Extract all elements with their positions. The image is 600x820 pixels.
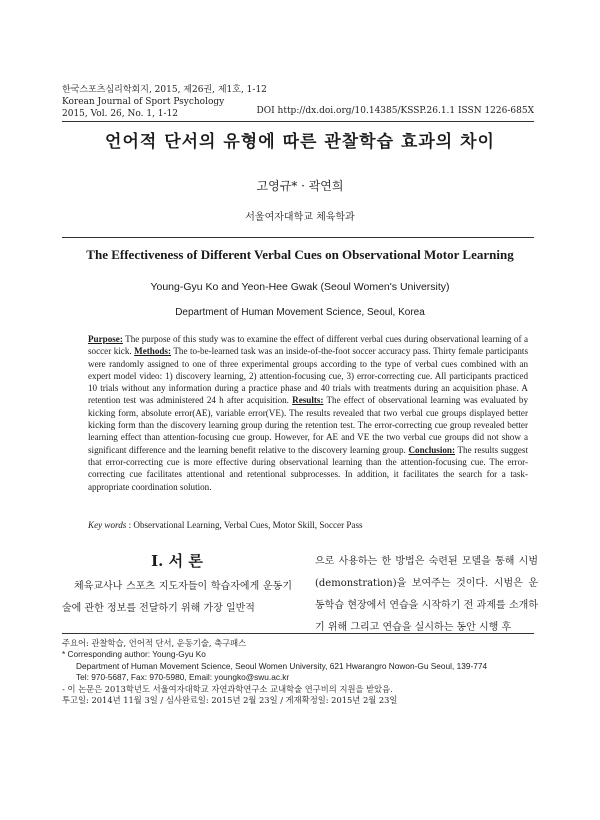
footnote-corresponding-author: * Corresponding author: Young-Gyu Ko (62, 649, 206, 660)
doi-line: DOI http://dx.doi.org/10.14385/KSSP.26.1.1 ISSN 1226-685X (256, 106, 534, 116)
footnote-funding: - 이 논문은 2013학년도 서울여자대학교 자연과학연구소 교내학술 연구비의 지원을 받았음. (62, 683, 393, 694)
body-text-right-column: 으로 사용하는 한 방법은 숙련된 모델을 통해 시범(demonstration)을 보여주는 것이다. 시범은 운동학습 현장에서 연습을 시작하기 전 과제를 소개하기 위해 그리고 연습을 실시하는 동안 시행 후 (315, 556, 538, 633)
footnote-contact: Tel: 970-5687, Fax: 970-5980, Email: youngko@swu.ac.kr (76, 672, 290, 683)
journal-name-en: Korean Journal of Sport Psychology (62, 97, 225, 107)
title-english: The Effectiveness of Different Verbal Cues on Observational Motor Learning (86, 247, 514, 262)
affiliation-english: Department of Human Movement Science, Seoul, Korea (175, 307, 425, 318)
header-rule (62, 121, 534, 122)
keywords (88, 520, 528, 530)
journal-name-ko: 한국스포츠심리학회지, 2015, 제26권, 제1호, 1-12 (62, 85, 267, 95)
methods-label: Methods: (134, 346, 172, 357)
conclusion-label: Conclusion: (408, 444, 455, 455)
results-label: Results: (292, 395, 324, 406)
body-text-left-column: 체육교사나 스포츠 지도자들이 학습자에게 운동기술에 관한 정보를 전달하기 위해 가장 일반적 (62, 581, 292, 614)
results-text: The effect of observational learning was evaluated by kicking form, absolute error(AE), variable error(VE). The results revealed that two verbal cue groups displayed better kicking form than the discovery learning group during the retention test. The error-correcting cue group revealed better learning effect than attention-focusing cue group. However, for AE and VE the two verbal cue groups did not show a significant difference and the learning benefit relative to the discovery learning group. (88, 395, 528, 455)
footnote-dates: 투고일: 2014년 11월 3일 / 심사완료일: 2015년 2월 23일 / 게재확정일: 2015년 2월 23일 (62, 695, 398, 706)
purpose-text: The purpose of this study was to examine the effect of different verbal cues during observational learning of a soccer kick. (88, 334, 528, 357)
keywords-label: Key words (88, 520, 127, 530)
footnote-address: Department of Human Movement Science, Seoul Women University, 621 Hwarangro Nowon-Gu Seoul, 139-774 (76, 660, 488, 671)
volume-line: 2015, Vol. 26, No. 1, 1-12 (62, 109, 179, 119)
keywords-text: : Observational Learning, Verbal Cues, Motor Skill, Soccer Pass (126, 520, 363, 530)
conclusion-text: The results suggest that error-correcting cue is more effective during observational learning than the attention-focusing cue. The error-correcting cue facilitates attentional and retentional subprocesses. In addition, it facilitates the search for a task-appropriate coordination solution. (88, 444, 528, 492)
footnotes (62, 638, 542, 706)
section-heading: I. 서 론 (151, 552, 203, 570)
title-korean: 언어적 단서의 유형에 따른 관찰학습 효과의 차이 (105, 132, 495, 152)
title-rule (62, 237, 534, 238)
footnote-keywords: 주요어: 관찰학습, 언어적 단서, 운동기술, 축구패스 (62, 638, 247, 648)
authors-korean: 고영규* · 곽연희 (256, 179, 344, 193)
authors-english: Young-Gyu Ko and Yeon-Hee Gwak (Seoul Women's University) (150, 281, 450, 293)
methods-text: The to-be-learned task was an inside-of-the-foot soccer accuracy pass. Thirty female participants were randomly assigned to one of three experimental groups according to the type of verbal cues combined with an expert model video: 1) discovery learning, 2) attention-focusing cue, 3) error-correcting cue. All participants practiced 10 trials without any information during a practice phase and 40 trials with treatments during an acquisition phase. A retention test was administered 24 h after acquisition. (88, 346, 528, 406)
purpose-label: Purpose: (88, 334, 123, 344)
affiliation-korean: 서울여자대학교 체육학과 (245, 212, 355, 223)
abstract (88, 333, 528, 493)
footnote-rule (62, 633, 534, 634)
